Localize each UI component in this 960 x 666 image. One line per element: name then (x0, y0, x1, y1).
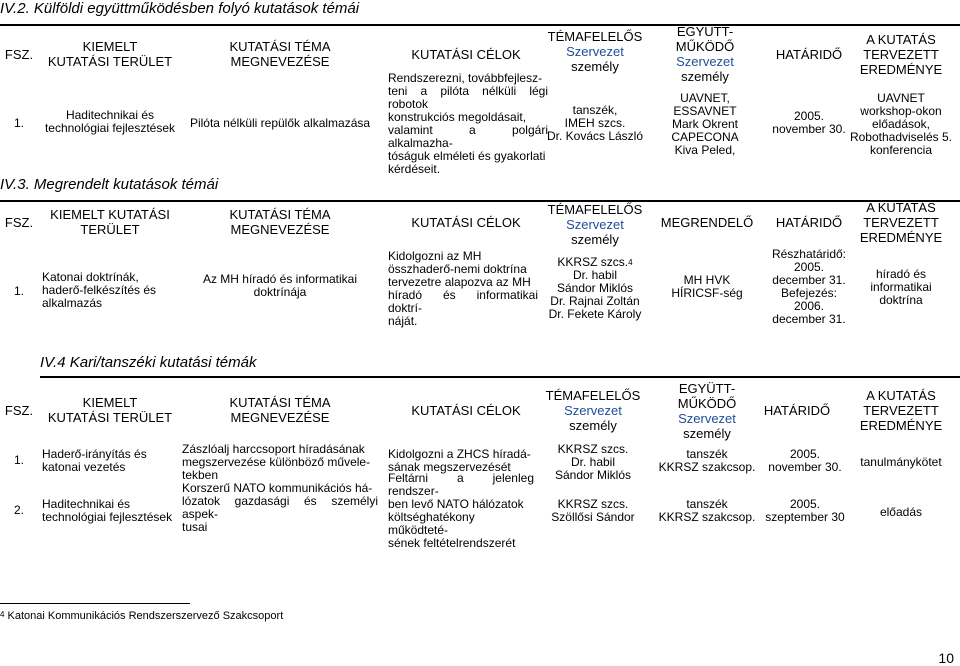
footnote-mark: 4 (0, 610, 5, 619)
partner-cell: tanszék KKRSZ szakcsop. (658, 497, 756, 524)
col-area-header: KIEMELT KUTATÁSI TERÜLET (47, 395, 173, 425)
footnote-text: Katonai Kommunikációs Rendszerszervező Szakcsoport (7, 610, 284, 622)
col-area-header: KIEMELT KUTATÁSI TERÜLET (47, 39, 173, 69)
footnote (0, 610, 283, 622)
col-partner-header: EGYÜTT- MŰKÖDŐ Szervezet személy (677, 381, 737, 441)
col-deadline-header: HATÁRIDŐ (775, 46, 843, 62)
responsible-cell: KKRSZ szcs.$^4$ Dr. habil Sándor Miklós Dr. Rajnai Zoltán Dr. Fekete Károly (548, 254, 642, 321)
col-deadline-header: HATÁRIDŐ (775, 214, 843, 230)
goals-cell: Kidolgozni a ZHCS híradá- sának megszervezését (388, 447, 531, 474)
col-responsible-header: TÉMAFELELŐS Szervezet személy (545, 387, 641, 433)
area-cell: Haderő-irányítás és katonai vezetés (42, 447, 147, 474)
col-area-header: KIEMELT KUTATÁSI TERÜLET (50, 207, 170, 237)
col-fsz-header: FSZ. (4, 214, 34, 230)
col-fsz-header: FSZ. (4, 402, 34, 418)
row-number: 1. (13, 115, 24, 130)
responsible-cell: KKRSZ szcs. Szöllősi Sándor (551, 497, 635, 524)
table-top-rule (0, 24, 960, 26)
area-cell: Katonai doktrínák, haderő-felkészítés és alkalmazás (42, 269, 157, 310)
col-result-header: A KUTATÁS TERVEZETT EREDMÉNYE (859, 387, 943, 433)
section-title-iv2: IV.2. Külföldi együttműködésben folyó kutatások témái (0, 0, 360, 17)
col-responsible-header: TÉMAFELELŐS Szervezet személy (547, 28, 643, 74)
topic-cell: Zászlóalj harccsoport híradásának megszervezése különböző művele- tekben (182, 441, 371, 482)
deadline-cell: 2005. november 30. (772, 109, 846, 136)
section-title-iv4: IV.4 Kari/tanszéki kutatási témák (40, 354, 257, 371)
col-partner-header: EGYÜTT- MŰKÖDŐ Szervezet személy (675, 24, 735, 84)
goals-cell: Rendszerezni, továbbfejlesz- teni a pilóta nélküli légi robotok konstrukciós megoldásait, valamint a polgári alkalmazha- tóságuk elméleti és gyakorlati kérdéseit. (388, 71, 548, 176)
goals-cell: Feltárni a jelenleg rendszer- ben levő NATO hálózatok költséghatékony működteté- sének feltételrendszerét (388, 471, 534, 550)
table-top-rule (40, 376, 960, 378)
col-client-header: MEGRENDELŐ (660, 214, 754, 230)
col-result-header: A KUTATÁS TERVEZETT EREDMÉNYE (859, 199, 943, 245)
area-cell: Haditechnikai és technológiai fejlesztések (42, 497, 173, 524)
row-number: 1. (13, 452, 24, 467)
client-cell: MH HVK HÍRICSF-ség (671, 273, 743, 300)
col-result-header: A KUTATÁS TERVEZETT EREDMÉNYE (859, 31, 943, 77)
row-number: 2. (13, 502, 24, 517)
col-topic-header: KUTATÁSI TÉMA MEGNEVEZÉSE (229, 39, 331, 69)
col-goals-header: KUTATÁSI CÉLOK (411, 402, 521, 418)
result-cell: UAVNET workshop-okon előadások, Robothadviselés 5. konferencia (849, 90, 953, 157)
col-goals-header: KUTATÁSI CÉLOK (411, 214, 521, 230)
topic-cell: Pilóta nélküli repülők alkalmazása (189, 115, 371, 130)
responsible-cell: KKRSZ szcs. Dr. habil Sándor Miklós (554, 441, 632, 482)
result-cell: tanulmánykötet (860, 454, 942, 469)
table-top-rule (0, 200, 960, 202)
col-responsible-header: TÉMAFELELŐS Szervezet személy (547, 201, 643, 247)
section-title-iv3: IV.3. Megrendelt kutatások témái (0, 176, 219, 193)
result-cell: híradó és informatikai doktrína (870, 266, 932, 307)
deadline-cell: 2005. szeptember 30 (765, 497, 845, 524)
responsible-cell: tanszék, IMEH szcs. Dr. Kovács László (546, 102, 644, 143)
footnote-separator (0, 603, 190, 604)
col-topic-header: KUTATÁSI TÉMA MEGNEVEZÉSE (229, 207, 331, 237)
col-goals-header: KUTATÁSI CÉLOK (411, 46, 521, 62)
deadline-cell: Részhatáridő: 2005. december 31. Befejezés: 2006. december 31. (771, 247, 847, 326)
partner-cell: tanszék KKRSZ szakcsop. (658, 447, 756, 474)
col-deadline-header: HATÁRIDŐ (763, 402, 831, 418)
deadline-cell: 2005. november 30. (768, 447, 842, 474)
result-cell: előadás (879, 504, 923, 519)
area-cell: Haditechnikai és technológiai fejlesztések (44, 108, 176, 135)
col-topic-header: KUTATÁSI TÉMA MEGNEVEZÉSE (229, 395, 331, 425)
col-fsz-header: FSZ. (4, 46, 34, 62)
page-number: 10 (938, 650, 954, 666)
topic-cell: Korszerű NATO kommunikációs há- lózatok gazdasági és személyi aspek- tusai (182, 481, 378, 534)
topic-cell: Az MH híradó és informatikai doktrínája (202, 272, 358, 299)
goals-cell: Kidolgozni az MH összhaderő-nemi doktrína tervezetre alapozva az MH híradó és informatikai doktrí- náját. (388, 249, 538, 328)
row-number: 1. (13, 283, 24, 298)
partner-cell: UAVNET, ESSAVNET Mark Okrent CAPECONA Kiva Peled, (671, 90, 739, 157)
